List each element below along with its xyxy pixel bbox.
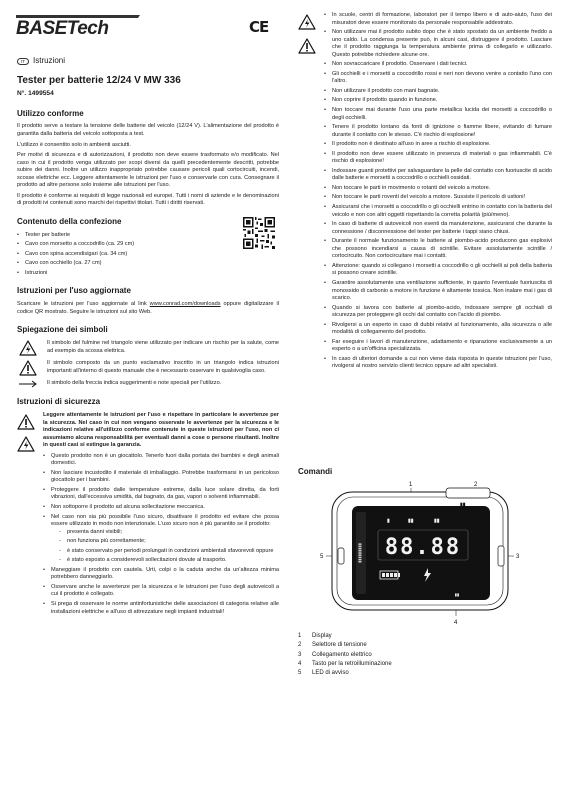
- legend-number: 3: [298, 651, 302, 658]
- legend-row: [298, 660, 392, 669]
- comandi-heading: Comandi: [298, 467, 333, 476]
- warning-led: [338, 548, 344, 564]
- list-item: • Indossare guanti protettivi per salvaguardare la pelle dal contatto con fuoriuscite di acido dalle batterie e morsetti a coccodrillo o occhielli ossidati.: [324, 168, 552, 183]
- list-item: • Non coprire il prodotto quando in funzione.: [324, 97, 552, 105]
- list-item: • In caso di ulteriori domande a cui non viene data risposta in queste istruzioni per l'uso, rivolgersi al nostro servizio clienti tecnico oppure ad altri specialisti.: [324, 356, 552, 371]
- brand-name: BASETech: [16, 18, 109, 39]
- uso-paragraph: Il prodotto è conforme ai requisiti di legge nazionali ed europei. Tutti i nomi di aziende e le denominazioni di prodotti ivi contenuti sono marchi dei rispettivi titolari. Tutti i diritti riservati.: [17, 192, 279, 207]
- exclamation-warning-icon: [298, 38, 316, 54]
- device-diagram: [298, 478, 552, 628]
- list-item: • Non toccare le parti in movimento o rotanti del veicolo a motore.: [324, 185, 552, 193]
- simboli-heading: Spiegazione dei simboli: [17, 325, 108, 335]
- list-item: • Attenzione: quando si collegano i morsetti a coccodrillo o gli occhielli ai poli della batteria si possono creare scintille.: [324, 263, 552, 278]
- legend-number: 1: [298, 633, 302, 639]
- safety-intro: Leggere attentamente le istruzioni per l'uso e rispettare in particolare le avvertenze per la sicurezza. Nel caso in cui non vengano osservate le avvertenze per la sicurezza e le indicazioni relative all'utilizzo conforme contenute in queste istruzioni per l'uso, non ci assumiamo alcuna responsabilità per eventuali danni a cose o persone risultanti. Inoltre in questi casi si estingue la garanzia.: [43, 411, 279, 449]
- list-item: • Non toccare mai durante l'uso una parte metallica lucida dei morsetti a coccodrillo o degli occhielli.: [324, 107, 552, 122]
- list-item: • Non sovraccaricare il prodotto. Osservare i dati tecnici.: [324, 61, 552, 69]
- exclamation-warning-icon: [17, 414, 35, 430]
- lcd-digits: 88.88: [384, 535, 462, 560]
- uso-heading: Utilizzo conforme: [17, 108, 84, 118]
- kicker-label: Istruzioni: [33, 56, 66, 65]
- page-title: Tester per batterie 12/24 V MW 336: [17, 74, 181, 86]
- list-item: • Proteggere il prodotto dalle temperature estreme, dalla luce solare diretta, da forti vibrazioni, dall'eccessiva umidità, dal bagnato, da gas, vapori o solventi infiammabili.: [43, 487, 279, 502]
- symbol-text: Il simbolo della freccia indica suggerimenti e note speciali per l'utilizzo.: [47, 380, 222, 387]
- aggiornate-text-before: Scaricare le istruzioni per l'uso aggiornate al link: [17, 301, 150, 308]
- list-item: • Questo prodotto non è un giocattolo. Tenerlo fuori dalla portata dei bambini e degli animali domestici.: [43, 453, 279, 468]
- legend-label: Selettore di tensione: [312, 642, 367, 649]
- list-item: • Osservare anche le avvertenze per la sicurezza e le istruzioni per l'uso degli autoveicoli a cui il prodotto è collegato.: [43, 584, 279, 599]
- backlight-button: [448, 590, 466, 598]
- legend-row: [298, 632, 392, 641]
- list-item: • Rivolgersi a un esperto in caso di dubbi relativi al funzionamento, alla sicurezza o alle modalità di collegamento del prodotto.: [324, 322, 552, 337]
- sub-list: [51, 529, 279, 565]
- svg-text:▮: ▮: [387, 518, 390, 524]
- legend-row: [298, 641, 392, 650]
- list-item: • Non utilizzare mai il prodotto subito dopo che è stato spostato da un ambiente freddo a uno caldo. La condensa presente può, in alcuni casi, distruggere il prodotto. Lasciare che il prodotto raggiunga la temperatura ambiente prima di collegarlo e utilizzarlo. Questo potrebbe richiedere alcune ore.: [324, 29, 552, 59]
- aggiornate-text-after: oppure digitalizzare il codice QR mostrato. Seguire le istruzioni sul sito Web.: [17, 301, 279, 315]
- sicurezza-heading: Istruzioni di sicurezza: [17, 397, 101, 407]
- list-item: • Non sottoporre il prodotto ad alcuna sollecitazione meccanica.: [43, 504, 279, 512]
- list-item: • Non toccare le parti roventi del veicolo a motore. Sussiste il pericolo di ustioni!: [324, 194, 552, 202]
- legend-row: [298, 651, 392, 660]
- list-item: • Far eseguire i lavori di manutenzione, adattamento e riparazione esclusivamente a un esperto o a un'officina specializzata.: [324, 339, 552, 354]
- callout-1: 1: [409, 482, 413, 488]
- aggiornate-text: [17, 301, 279, 316]
- symbol-row: [17, 360, 279, 376]
- svg-text:▮▮: ▮▮: [460, 502, 466, 508]
- list-item: • Non utilizzare il prodotto con mani bagnate.: [324, 88, 552, 96]
- lightning-warning-icon: [298, 14, 316, 30]
- callout-5: 5: [320, 554, 324, 560]
- uso-paragraph: Il prodotto serve a testare la tensione delle batterie del veicolo (12/24 V). L'alimentazione del prodotto è garantita dalla batteria del veicolo sottoposta a test.: [17, 123, 279, 138]
- kicker: [17, 56, 279, 67]
- supply-section: [17, 217, 279, 278]
- safety-content: [43, 412, 279, 619]
- list-item-text: Nel caso non sia più possibile l'uso sicuro, disattivare il prodotto ed evitare che possa essere utilizzato in modo non intenzionale. L'uso sicuro non è più garantito se il prodotto:: [51, 513, 279, 528]
- sub-list-item: - è stato esposto a considerevoli sollecitazioni dovute al trasporto.: [51, 557, 279, 565]
- legend-label: Collegamento elettrico: [312, 651, 372, 658]
- uso-paragraph: L'utilizzo è consentito solo in ambienti asciutti.: [17, 141, 131, 148]
- list-item: • Tenere il prodotto lontano da fonti di ignizione o fiamme libere, evitando di fumare durante il contatto con le stesso. C'è rischio di esplosione!: [324, 124, 552, 139]
- safety-icons: [298, 12, 318, 374]
- confezione-heading: Contenuto della confezione: [17, 216, 122, 226]
- legend-number: 4: [298, 660, 302, 667]
- legend-label: LED di avviso: [312, 670, 349, 677]
- svg-text:▮▮▮▮▮▮▮▮▮: ▮▮▮▮▮▮▮▮▮: [357, 543, 362, 563]
- symbol-text: Il simbolo composto da un punto esclamativo inscritto in un triangolo indica istruzioni importanti all'interno di questo manuale che è necessario osservare in qualsivoglia caso.: [47, 360, 279, 374]
- legend-row: [298, 669, 392, 678]
- list-item: • In caso di batterie di autoveicoli non esenti da manutenzione, assicurarsi che durante la connessione / disconnessione del tester per batterie i tappi siano chiusi.: [324, 221, 552, 236]
- sub-list-item: - presenta danni visibili;: [51, 529, 279, 537]
- lightning-warning-icon: [17, 340, 39, 356]
- ce-mark: CE: [249, 18, 269, 36]
- list-item: • Maneggiare il prodotto con cautela. Urti, colpi o la caduta anche da un'altezza minima potrebbero danneggiarlo.: [43, 567, 279, 582]
- callout-2: 2: [474, 482, 478, 488]
- uso-paragraph: Per motivi di sicurezza e di autorizzazioni, il prodotto non deve essere trasformato e/o modificato. Nel caso in cui il prodotto venga utilizzato per scopi diversi da quelli precedentemente descritti, potrebbe subire dei danni. Inoltre un utilizzo inappropriato potrebbe causare pericoli quali cortocircuiti, incendi, scosse elettriche ecc. Leggere attentamente le istruzioni per l'uso e conservarle con cura. Consegnare il prodotto ad altre persone solo insieme alle istruzioni per l'uso.: [17, 152, 279, 189]
- list-item: • Cavo con spina accendisigari (ca. 34 cm): [17, 251, 239, 259]
- list-item: [43, 514, 279, 565]
- right-column: [298, 12, 552, 374]
- safety-block: [17, 412, 279, 619]
- list-item: • Tester per batterie: [17, 232, 239, 240]
- safety-list: [324, 12, 552, 371]
- language-icon: IT: [17, 58, 29, 65]
- list-item: • Gli occhielli e i morsetti a coccodrillo rossi e neri non devono venire a contatto l'uno con l'altro.: [324, 71, 552, 86]
- list-item: • Assicurarsi che i morsetti a coccodrillo o gli occhielli entrino in contatto con la batteria del veicolo e non con altri oggetti rispettando la corretta polarità (più/meno).: [324, 204, 552, 219]
- svg-text:▮▮: ▮▮: [434, 518, 440, 524]
- safety-icons: [17, 412, 37, 619]
- svg-text:▮▮: ▮▮: [454, 592, 460, 597]
- list-item: • In scuole, centri di formazione, laboratori per il tempo libero e di auto-aiuto, l'uso dei misuratori deve essere monitorato da personale responsabile addestrato.: [324, 12, 552, 27]
- list-item: • Durante il normale funzionamento le batterie al piombo-acido producono gas esplosivi che possono incendiarsi a causa di scintille. Evitare assolutamente scintille / cortocircuito. Non cortocircuitare mai i contatti.: [324, 238, 552, 261]
- callout-4: 4: [454, 620, 458, 626]
- sub-list-item: - non funziona più correttamente;: [51, 538, 279, 546]
- safety-list: [43, 453, 279, 616]
- list-item: • Il prodotto non deve essere utilizzato in presenza di materiali o gas infiammabili. C'è rischio di esplosione!: [324, 151, 552, 166]
- sub-list-item: - è stato conservato per periodi prolungati in condizioni ambientali sfavorevoli oppure: [51, 548, 279, 556]
- downloads-link[interactable]: www.conrad.com/downloads: [149, 301, 221, 308]
- legend-number: 2: [298, 642, 302, 649]
- safety-block-continued: [298, 12, 552, 374]
- list-item: • Si prega di osservare le norme antinfortunistiche delle associazioni di categoria relative alle installazioni elettriche e all'uso di attrezzature negli impianti industriali!: [43, 601, 279, 616]
- arrow-icon: [17, 380, 39, 388]
- symbol-text: Il simbolo del fulmine nel triangolo viene utilizzato per indicare un rischio per la salute, come ad esempio da scossa elettrica.: [47, 340, 279, 354]
- list-item: • Non lasciare incustodito il materiale di imballaggio. Potrebbe trasformarsi in un pericoloso giocattolo per i bambini.: [43, 470, 279, 485]
- callout-3: 3: [516, 554, 520, 560]
- article-number: N°. 1499554: [17, 89, 54, 97]
- list-item: • Quando si lavora con batterie al piombo-acido, indossare sempre gli occhiali di sicurezza per proteggere gli occhi dal contatto con l'acido di piombo.: [324, 305, 552, 320]
- svg-text:▮▮: ▮▮: [408, 518, 414, 524]
- qr-code-icon[interactable]: [243, 217, 275, 249]
- legend-number: 5: [298, 670, 302, 677]
- list-item: • Cavo con occhiello (ca. 27 cm): [17, 260, 239, 268]
- legend-label: Tasto per la retroilluminazione: [312, 660, 392, 667]
- symbol-row: [17, 340, 279, 356]
- symbol-row: [17, 380, 279, 388]
- list-item: • Cavo con morsetto a coccodrillo (ca. 29 cm): [17, 241, 239, 249]
- confezione-list: [17, 232, 279, 278]
- power-connection: [498, 546, 504, 566]
- lightning-warning-icon: [17, 436, 35, 452]
- basetech-logo: [14, 9, 142, 39]
- aggiornate-heading: Istruzioni per l'uso aggiornate: [17, 286, 131, 296]
- list-item: • Garantire assolutamente una ventilazione sufficiente, in quanto l'eventuale fuoriuscita di monossido di carbonio a motore in funzione è altamente tossica. Non inalare mai i gas di scarico.: [324, 280, 552, 303]
- voltage-selector: [446, 488, 490, 498]
- left-column: [17, 56, 279, 619]
- list-item: • Istruzioni: [17, 270, 239, 278]
- exclamation-warning-icon: [17, 360, 39, 376]
- list-item: • Il prodotto non è destinato all'uso in aree a rischio di esplosione.: [324, 141, 552, 149]
- comandi-legend: [298, 632, 392, 678]
- safety-content: [324, 12, 552, 374]
- legend-label: Display: [312, 633, 332, 639]
